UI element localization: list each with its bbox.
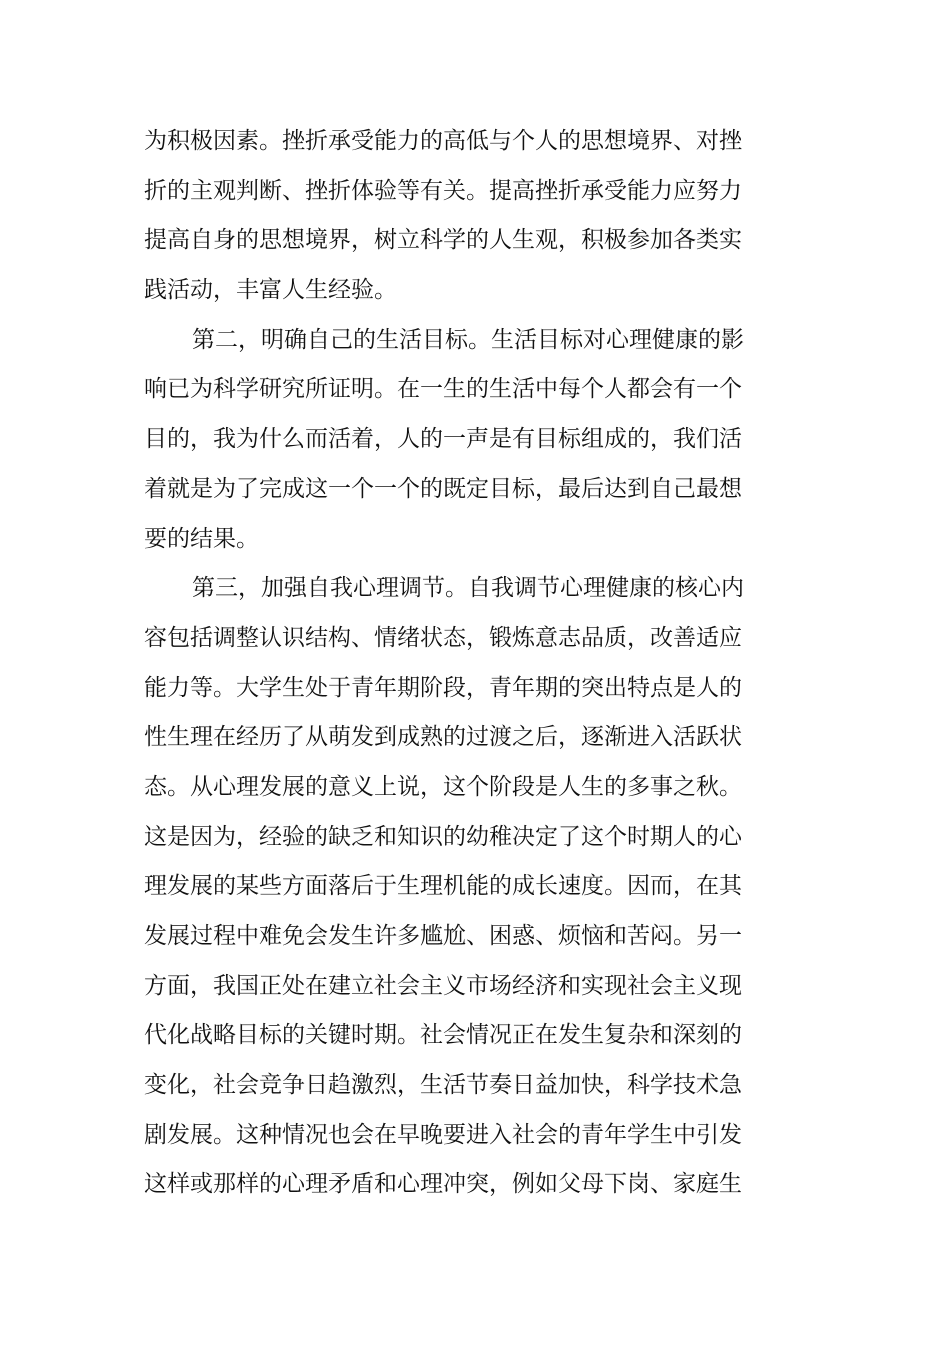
text-line: 性生理在经历了从萌发到成熟的过渡之后，逐渐进入活跃状 — [144, 724, 742, 751]
text-line: 折的主观判断、挫折体验等有关。提高挫折承受能力应努力 — [144, 177, 742, 204]
text-line: 践活动，丰富人生经验。 — [144, 277, 397, 304]
text-line: 这样或那样的心理矛盾和心理冲突，例如父母下岗、家庭生 — [144, 1171, 742, 1198]
text-line: 响已为科学研究所证明。在一生的生活中每个人都会有一个 — [144, 376, 742, 403]
text-line: 这是因为，经验的缺乏和知识的幼稚决定了这个时期人的心 — [144, 823, 742, 850]
paragraph-1 — [144, 117, 744, 316]
text-line: 要的结果。 — [144, 525, 259, 552]
document-body — [144, 117, 744, 1210]
text-line: 方面，我国正处在建立社会主义市场经济和实现社会主义现 — [144, 972, 742, 999]
text-line: 目的，我为什么而活着，人的一声是有目标组成的，我们活 — [144, 426, 742, 453]
paragraph-3 — [144, 564, 744, 1210]
text-line: 变化，社会竞争日趋激烈，生活节奏日益加快，科学技术急 — [144, 1072, 742, 1099]
text-line: 为积极因素。挫折承受能力的高低与个人的思想境界、对挫 — [144, 128, 742, 154]
text-line: 发展过程中难免会发生许多尴尬、困惑、烦恼和苦闷。另一 — [144, 923, 742, 949]
text-line: 第二，明确自己的生活目标。生活目标对心理健康的影 — [192, 326, 744, 353]
text-line: 态。从心理发展的意义上说，这个阶段是人生的多事之秋。 — [144, 773, 742, 800]
text-line: 容包括调整认识结构、情绪状态，锻炼意志品质，改善适应 — [144, 624, 742, 651]
text-line: 第三，加强自我心理调节。自我调节心理健康的核心内 — [192, 575, 744, 602]
text-line: 剧发展。这种情况也会在早晚要进入社会的青年学生中引发 — [144, 1121, 742, 1148]
text-line: 着就是为了完成这一个一个的既定目标，最后达到自己最想 — [144, 475, 742, 502]
text-line: 提高自身的思想境界，树立科学的人生观，积极参加各类实 — [144, 227, 742, 254]
text-line: 能力等。大学生处于青年期阶段，青年期的突出特点是人的 — [144, 674, 742, 701]
text-line: 代化战略目标的关键时期。社会情况正在发生复杂和深刻的 — [144, 1022, 742, 1049]
paragraph-2 — [144, 316, 744, 564]
text-line: 理发展的某些方面落后于生理机能的成长速度。因而，在其 — [144, 873, 742, 900]
